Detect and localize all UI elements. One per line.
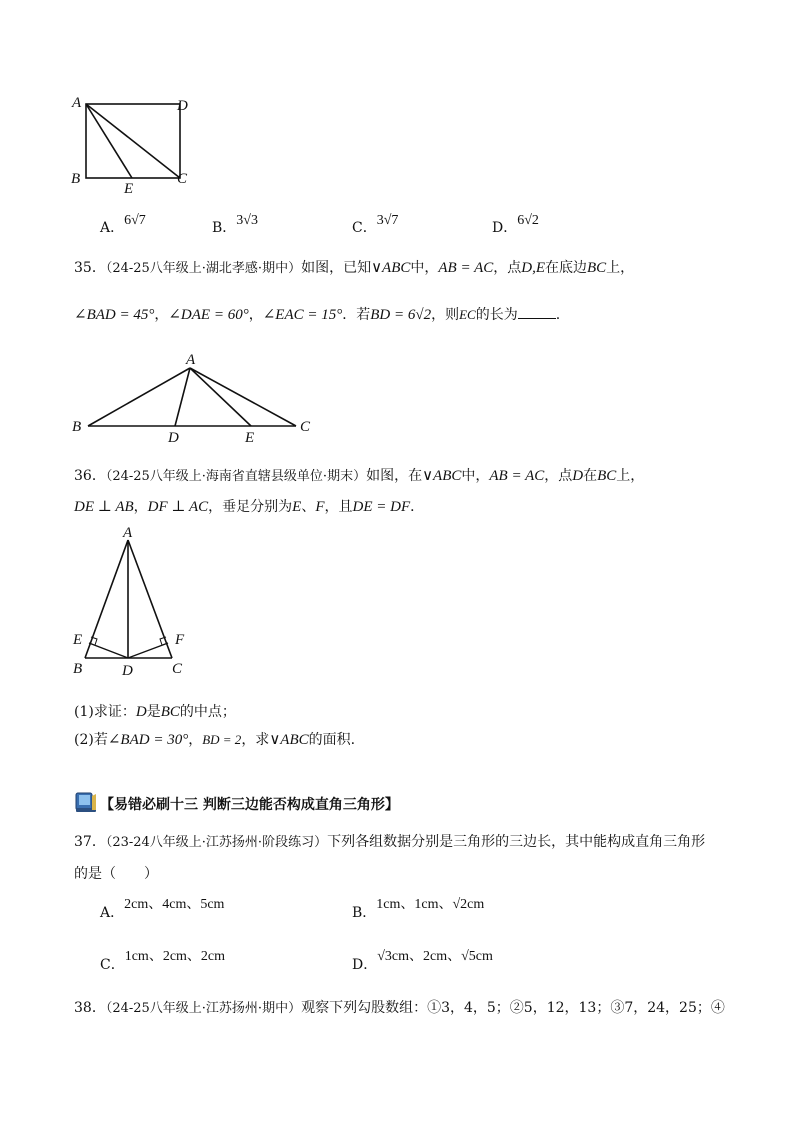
q37-option-d[interactable] xyxy=(352,949,493,976)
sub1-bc: BC xyxy=(160,704,180,720)
q35-text-h: 的长为 xyxy=(475,307,518,323)
option-value: 3√3 xyxy=(236,213,258,228)
option-letter: B． xyxy=(352,905,377,921)
q36-text-d: 在 xyxy=(583,468,598,484)
q37-option-b[interactable] xyxy=(352,897,485,924)
label-d: D xyxy=(177,98,188,114)
q36-tri: ∨ABC xyxy=(422,468,462,484)
q38-text: 观察下列勾股数组：①3，4，5；②5，12，13；③7，24，25；④ xyxy=(301,1000,725,1016)
q35-ang1: ∠BAD = 45° xyxy=(74,307,155,323)
q35-bd: BD = 6√2 xyxy=(370,307,432,323)
option-value: √3cm、2cm、√5cm xyxy=(377,949,493,964)
q36-eq1: AB = AC xyxy=(489,468,545,484)
label-b: B xyxy=(71,171,81,187)
sub2-b: ，求 xyxy=(241,732,270,748)
sub2-bd: BD = 2 xyxy=(202,732,242,747)
option-letter: C． xyxy=(100,957,125,973)
label-d: D xyxy=(122,663,133,679)
sub1-d: D xyxy=(135,704,147,720)
q36-perp1: DE ⊥ AB xyxy=(74,499,134,515)
q36-text-c: ，点 xyxy=(544,468,573,484)
q35-text-e: 上， xyxy=(606,260,635,276)
q35-text-g: ，则 xyxy=(431,307,460,323)
label-f: F xyxy=(175,632,185,648)
q35-tri: ∨ABC xyxy=(371,260,411,276)
q35-pts: D,E xyxy=(521,260,545,276)
q35-text-a: 如图，已知 xyxy=(301,260,372,276)
book-icon xyxy=(74,790,100,814)
q37-text: 下列各组数据分别是三角形的三边长，其中能构成直角三角形 xyxy=(327,834,706,850)
segment-df xyxy=(128,643,168,658)
q36-text-f: ，垂足分别为 xyxy=(208,499,293,515)
option-value: 6√7 xyxy=(124,213,146,228)
q36-sub1 xyxy=(74,702,236,722)
q36-text-g: ，且 xyxy=(324,499,353,515)
option-value: 1cm、2cm、2cm xyxy=(124,949,226,964)
q35-bc: BC xyxy=(586,260,607,276)
q36-text-b: 中， xyxy=(461,468,490,484)
q36-text-h: ． xyxy=(410,499,425,515)
q38-line1 xyxy=(74,998,725,1019)
q35-line2: ∠BAD = 45°，∠DAE = 60°，∠EAC = 15°．若BD = 6√2，则EC的长为 . xyxy=(74,304,560,325)
sub2-tri: ∨ABC xyxy=(269,732,309,748)
sub2-ang: ∠BAD = 30° xyxy=(107,732,189,748)
q35-ec: EC xyxy=(459,307,476,322)
section-title: 【易错必刷十三 判断三边能否构成直角三角形】 xyxy=(100,797,399,813)
option-letter: B． xyxy=(212,220,237,236)
q36-text-e: 上， xyxy=(616,468,645,484)
q36-bc: BC xyxy=(597,468,617,484)
sub2-c: 的面积. xyxy=(308,732,356,748)
question-source: （24-25八年级上·海南省直辖县级单位·期末） xyxy=(105,469,367,484)
segment-de xyxy=(89,643,128,658)
segment-ab xyxy=(85,540,128,658)
question-source: （24-25八年级上·江苏扬州·期中） xyxy=(105,1001,302,1016)
q36-perp2: DF ⊥ AC xyxy=(147,499,209,515)
q35-text-f: ．若 xyxy=(342,307,371,323)
label-b: B xyxy=(72,419,82,435)
sub2-a: (2)若 xyxy=(74,732,108,748)
q36-sep2: 、 xyxy=(301,499,316,515)
option-letter: D． xyxy=(352,957,378,973)
label-a: A xyxy=(123,525,133,541)
q36-e: E xyxy=(292,499,302,515)
question-number: 38． xyxy=(74,1000,106,1016)
q35-text-c: ，点 xyxy=(493,260,522,276)
option-letter: A． xyxy=(100,905,125,921)
q36-eq2: DE = DF xyxy=(352,499,411,515)
label-e: E xyxy=(124,181,134,197)
q36-d: D xyxy=(572,468,584,484)
q36-sub2 xyxy=(74,730,355,750)
option-value: 2cm、4cm、5cm xyxy=(124,897,225,912)
sub1-c: 的中点； xyxy=(179,704,236,720)
sub1-a: (1)求证： xyxy=(74,704,136,720)
q36-text-a: 如图，在 xyxy=(366,468,423,484)
option-letter: D． xyxy=(492,220,518,236)
q37-line2 xyxy=(74,864,158,884)
label-a: A xyxy=(186,352,196,368)
q35-text-b: 中， xyxy=(410,260,439,276)
label-e: E xyxy=(73,632,83,648)
label-c: C xyxy=(172,661,183,677)
sub1-b: 是 xyxy=(146,704,161,720)
label-c: C xyxy=(300,419,311,435)
label-b: B xyxy=(73,661,83,677)
question-source: （23-24八年级上·江苏扬州·阶段练习） xyxy=(105,835,328,850)
option-value: 1cm、1cm、√2cm xyxy=(376,897,485,912)
sub2-sep: ， xyxy=(188,732,203,748)
q35-text-d: 在底边 xyxy=(544,260,587,276)
option-letter: C． xyxy=(352,220,377,236)
label-e: E xyxy=(245,430,255,446)
question-source: （24-25八年级上·湖北孝感·期中） xyxy=(105,261,302,276)
question-number: 35． xyxy=(74,260,106,276)
option-value: 3√7 xyxy=(376,213,399,228)
q36-f: F xyxy=(315,499,325,515)
q37-option-c[interactable] xyxy=(100,949,226,976)
question-number: 37． xyxy=(74,834,106,850)
segment-ac xyxy=(128,540,172,658)
option-value: 6√2 xyxy=(517,213,539,228)
q35-text-i: . xyxy=(555,307,561,323)
option-letter: A． xyxy=(100,220,125,236)
question-number: 36． xyxy=(74,468,106,484)
q37-text2: 的是（ ） xyxy=(74,866,158,882)
q35-ang3: ∠EAC = 15° xyxy=(262,307,343,323)
q37-line1 xyxy=(74,832,705,853)
label-d: D xyxy=(168,430,179,446)
label-c: C xyxy=(177,171,188,187)
label-a: A xyxy=(72,95,82,111)
q37-option-a[interactable] xyxy=(100,897,225,924)
q36-sep: ， xyxy=(133,499,148,515)
q35-eq1: AB = AC xyxy=(438,260,494,276)
q35-ang2: ∠DAE = 60° xyxy=(168,307,249,323)
